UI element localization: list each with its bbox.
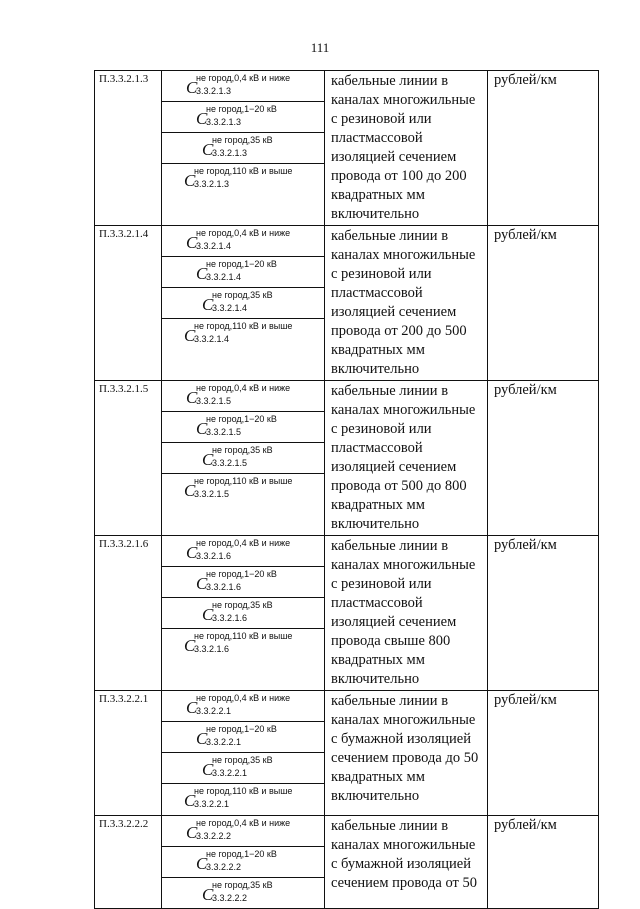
- formula-subrow: [162, 474, 324, 520]
- row-unit: рублей/км: [488, 536, 599, 691]
- formula-subscript: 3.3.2.1.6: [194, 644, 230, 654]
- formula-symbol: C: [202, 885, 214, 904]
- formula-subscript: 3.3.2.1.4: [212, 303, 248, 313]
- formula-superscript: не город,1−20 кВ: [206, 724, 277, 734]
- formula-symbol: C: [184, 326, 196, 345]
- formula-subrow: [162, 381, 324, 412]
- row-code: П.3.3.2.2.2: [95, 816, 162, 909]
- formula-subscript: 3.3.2.1.4: [194, 334, 230, 344]
- formula-symbol: C: [196, 574, 208, 593]
- table-row: [95, 226, 599, 381]
- formula-cell: [162, 691, 325, 816]
- row-description: кабельные линии в каналах многожильные с резиновой или пластмассовой изоляцией сечением провода свыше 800 квадратных мм включительно: [325, 536, 488, 691]
- formula-superscript: не город,35 кВ: [212, 290, 273, 300]
- formula-symbol: C: [196, 729, 208, 748]
- formula-superscript: не город,1−20 кВ: [206, 849, 277, 859]
- formula-symbol: C: [186, 543, 198, 562]
- formula-subscript: 3.3.2.2.1: [194, 799, 230, 809]
- formula-subscript: 3.3.2.2.2: [196, 831, 232, 841]
- formula-superscript: не город,110 кВ и выше: [194, 321, 293, 331]
- formula-symbol: C: [202, 140, 214, 159]
- row-description: кабельные линии в каналах многожильные с резиновой или пластмассовой изоляцией сечением провода от 100 до 200 квадратных мм включительно: [325, 71, 488, 226]
- formula-symbol: C: [186, 388, 198, 407]
- formula-superscript: не город,0,4 кВ и ниже: [196, 818, 291, 828]
- row-code: П.3.3.2.1.5: [95, 381, 162, 536]
- formula-superscript: не город,0,4 кВ и ниже: [196, 228, 291, 238]
- formula-superscript: не город,1−20 кВ: [206, 104, 277, 114]
- formula-symbol: C: [184, 791, 196, 810]
- formula-symbol: C: [202, 450, 214, 469]
- formula-subrow: [162, 288, 324, 319]
- formula-subrow: [162, 753, 324, 784]
- table-row: [95, 816, 599, 909]
- formula-superscript: не город,0,4 кВ и ниже: [196, 693, 291, 703]
- formula-superscript: не город,1−20 кВ: [206, 414, 277, 424]
- formula-subrow: [162, 257, 324, 288]
- formula-subrow: [162, 598, 324, 629]
- formula-symbol: C: [196, 109, 208, 128]
- tariff-table: [94, 70, 599, 909]
- row-description: кабельные линии в каналах многожильные с резиновой или пластмассовой изоляцией сечением провода от 500 до 800 квадратных мм включительно: [325, 381, 488, 536]
- row-code: П.3.3.2.1.3: [95, 71, 162, 226]
- formula-symbol: C: [186, 698, 198, 717]
- formula-superscript: не город,35 кВ: [212, 880, 273, 890]
- row-code: П.3.3.2.1.4: [95, 226, 162, 381]
- formula-superscript: не город,1−20 кВ: [206, 259, 277, 269]
- formula-symbol: C: [186, 78, 198, 97]
- formula-cell: [162, 71, 325, 226]
- formula-cell: [162, 226, 325, 381]
- table-row: [95, 381, 599, 536]
- row-unit: рублей/км: [488, 816, 599, 909]
- row-description: кабельные линии в каналах многожильные с бумажной изоляцией сечением провода от 50: [325, 816, 488, 909]
- formula-subscript: 3.3.2.1.4: [206, 272, 242, 282]
- formula-subrow: [162, 133, 324, 164]
- formula-subrow: [162, 816, 324, 847]
- formula-subrow: [162, 878, 324, 908]
- formula-symbol: C: [202, 295, 214, 314]
- row-unit: рублей/км: [488, 71, 599, 226]
- row-unit: рублей/км: [488, 381, 599, 536]
- formula-subrow: [162, 784, 324, 815]
- formula-subrow: [162, 71, 324, 102]
- formula-subrow: [162, 567, 324, 598]
- formula-superscript: не город,0,4 кВ и ниже: [196, 538, 291, 548]
- formula-symbol: C: [196, 264, 208, 283]
- formula-subrow: [162, 319, 324, 365]
- formula-superscript: не город,35 кВ: [212, 445, 273, 455]
- formula-subrow: [162, 691, 324, 722]
- formula-subscript: 3.3.2.2.1: [212, 768, 248, 778]
- formula-cell: [162, 381, 325, 536]
- formula-subrow: [162, 226, 324, 257]
- formula-superscript: не город,35 кВ: [212, 755, 273, 765]
- formula-symbol: C: [202, 760, 214, 779]
- formula-subscript: 3.3.2.2.1: [196, 706, 232, 716]
- page-number: 111: [310, 40, 330, 55]
- table-row: [95, 536, 599, 691]
- formula-symbol: C: [186, 233, 198, 252]
- formula-subscript: 3.3.2.1.5: [194, 489, 230, 499]
- row-unit: рублей/км: [488, 691, 599, 816]
- formula-superscript: не город,110 кВ и выше: [194, 631, 293, 641]
- formula-superscript: не город,110 кВ и выше: [194, 476, 293, 486]
- formula-subscript: 3.3.2.1.6: [206, 582, 242, 592]
- formula-subrow: [162, 443, 324, 474]
- formula-subscript: 3.3.2.1.3: [206, 117, 242, 127]
- formula-superscript: не город,1−20 кВ: [206, 569, 277, 579]
- formula-subscript: 3.3.2.2.2: [206, 862, 242, 872]
- row-unit: рублей/км: [488, 226, 599, 381]
- table-row: [95, 691, 599, 816]
- formula-symbol: C: [184, 171, 196, 190]
- formula-subrow: [162, 847, 324, 878]
- formula-subscript: 3.3.2.1.5: [196, 396, 232, 406]
- row-code: П.3.3.2.1.6: [95, 536, 162, 691]
- formula-subscript: 3.3.2.1.3: [212, 148, 248, 158]
- formula-symbol: C: [184, 636, 196, 655]
- formula-subrow: [162, 412, 324, 443]
- formula-subscript: 3.3.2.1.5: [212, 458, 248, 468]
- formula-symbol: C: [196, 419, 208, 438]
- formula-superscript: не город,35 кВ: [212, 600, 273, 610]
- formula-subrow: [162, 629, 324, 675]
- formula-subrow: [162, 164, 324, 210]
- row-description: кабельные линии в каналах многожильные с резиновой или пластмассовой изоляцией сечением провода от 200 до 500 квадратных мм включительно: [325, 226, 488, 381]
- formula-subscript: 3.3.2.1.3: [196, 86, 232, 96]
- formula-symbol: C: [184, 481, 196, 500]
- formula-symbol: C: [186, 823, 198, 842]
- formula-subscript: 3.3.2.2.2: [212, 893, 248, 903]
- formula-subrow: [162, 102, 324, 133]
- formula-cell: [162, 536, 325, 691]
- formula-subscript: 3.3.2.1.4: [196, 241, 232, 251]
- row-code: П.3.3.2.2.1: [95, 691, 162, 816]
- formula-superscript: не город,110 кВ и выше: [194, 166, 293, 176]
- formula-subscript: 3.3.2.1.6: [196, 551, 232, 561]
- formula-superscript: не город,0,4 кВ и ниже: [196, 73, 291, 83]
- formula-superscript: не город,110 кВ и выше: [194, 786, 293, 796]
- formula-superscript: не город,35 кВ: [212, 135, 273, 145]
- formula-subrow: [162, 536, 324, 567]
- formula-subscript: 3.3.2.1.6: [212, 613, 248, 623]
- formula-cell: [162, 816, 325, 909]
- table-row: [95, 71, 599, 226]
- row-description: кабельные линии в каналах многожильные с бумажной изоляцией сечением провода до 50 квадратных мм включительно: [325, 691, 488, 816]
- formula-symbol: C: [196, 854, 208, 873]
- formula-symbol: C: [202, 605, 214, 624]
- formula-superscript: не город,0,4 кВ и ниже: [196, 383, 291, 393]
- formula-subrow: [162, 722, 324, 753]
- formula-subscript: 3.3.2.2.1: [206, 737, 242, 747]
- formula-subscript: 3.3.2.1.3: [194, 179, 230, 189]
- formula-subscript: 3.3.2.1.5: [206, 427, 242, 437]
